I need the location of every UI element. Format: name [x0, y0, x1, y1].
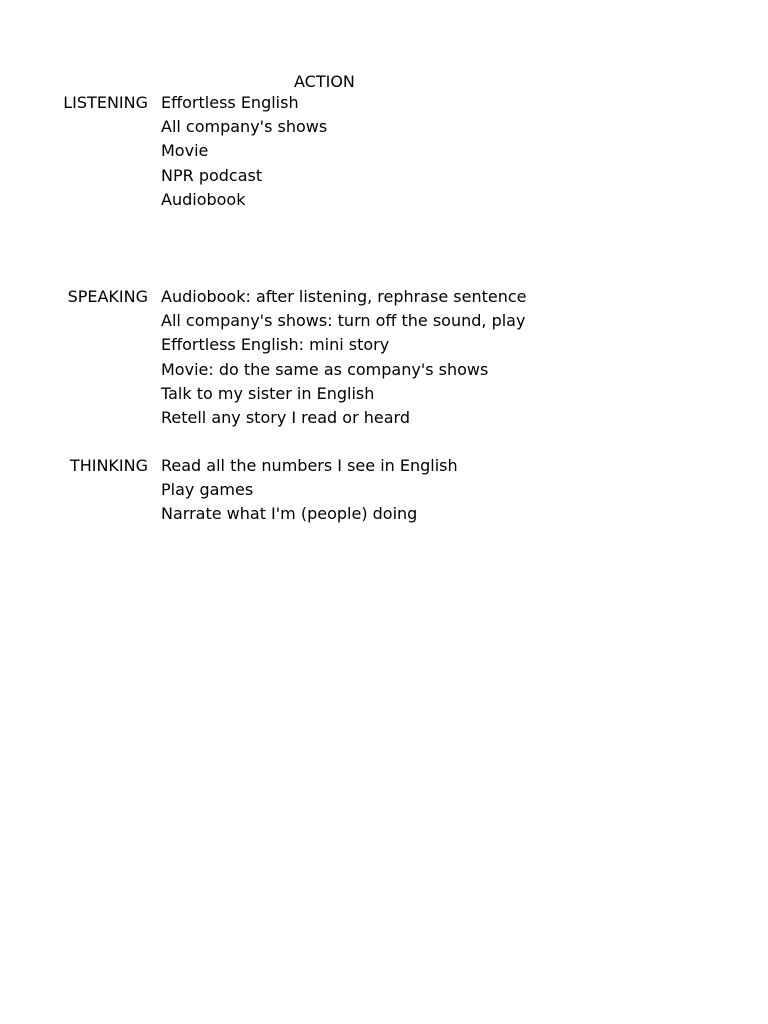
list-item: Movie: do the same as company's shows — [161, 359, 489, 379]
column-header-action: ACTION — [294, 72, 355, 91]
list-item: Talk to my sister in English — [161, 383, 375, 403]
list-item: Movie — [161, 141, 209, 161]
speaking-actions-list — [161, 287, 527, 432]
list-item: NPR podcast — [161, 165, 263, 185]
list-item: Play games — [161, 480, 254, 500]
category-label-speaking: SPEAKING — [67, 287, 148, 306]
list-item: Narrate what I'm (people) doing — [161, 504, 418, 524]
listening-actions-list — [161, 93, 485, 214]
list-item: Audiobook — [161, 189, 246, 209]
list-item: Read all the numbers I see in English — [161, 456, 458, 475]
list-item: Effortless English — [161, 93, 299, 112]
thinking-actions-list — [161, 456, 485, 529]
list-item: All company's shows: turn off the sound, play — [161, 311, 526, 331]
list-item: All company's shows — [161, 117, 328, 137]
list-item: Effortless English: mini story — [161, 335, 390, 355]
category-label-listening: LISTENING — [63, 93, 148, 112]
list-item: Audiobook: after listening, rephrase sentence — [161, 287, 527, 306]
list-item: Retell any story I read or heard — [161, 407, 410, 427]
category-label-thinking: THINKING — [69, 456, 148, 475]
